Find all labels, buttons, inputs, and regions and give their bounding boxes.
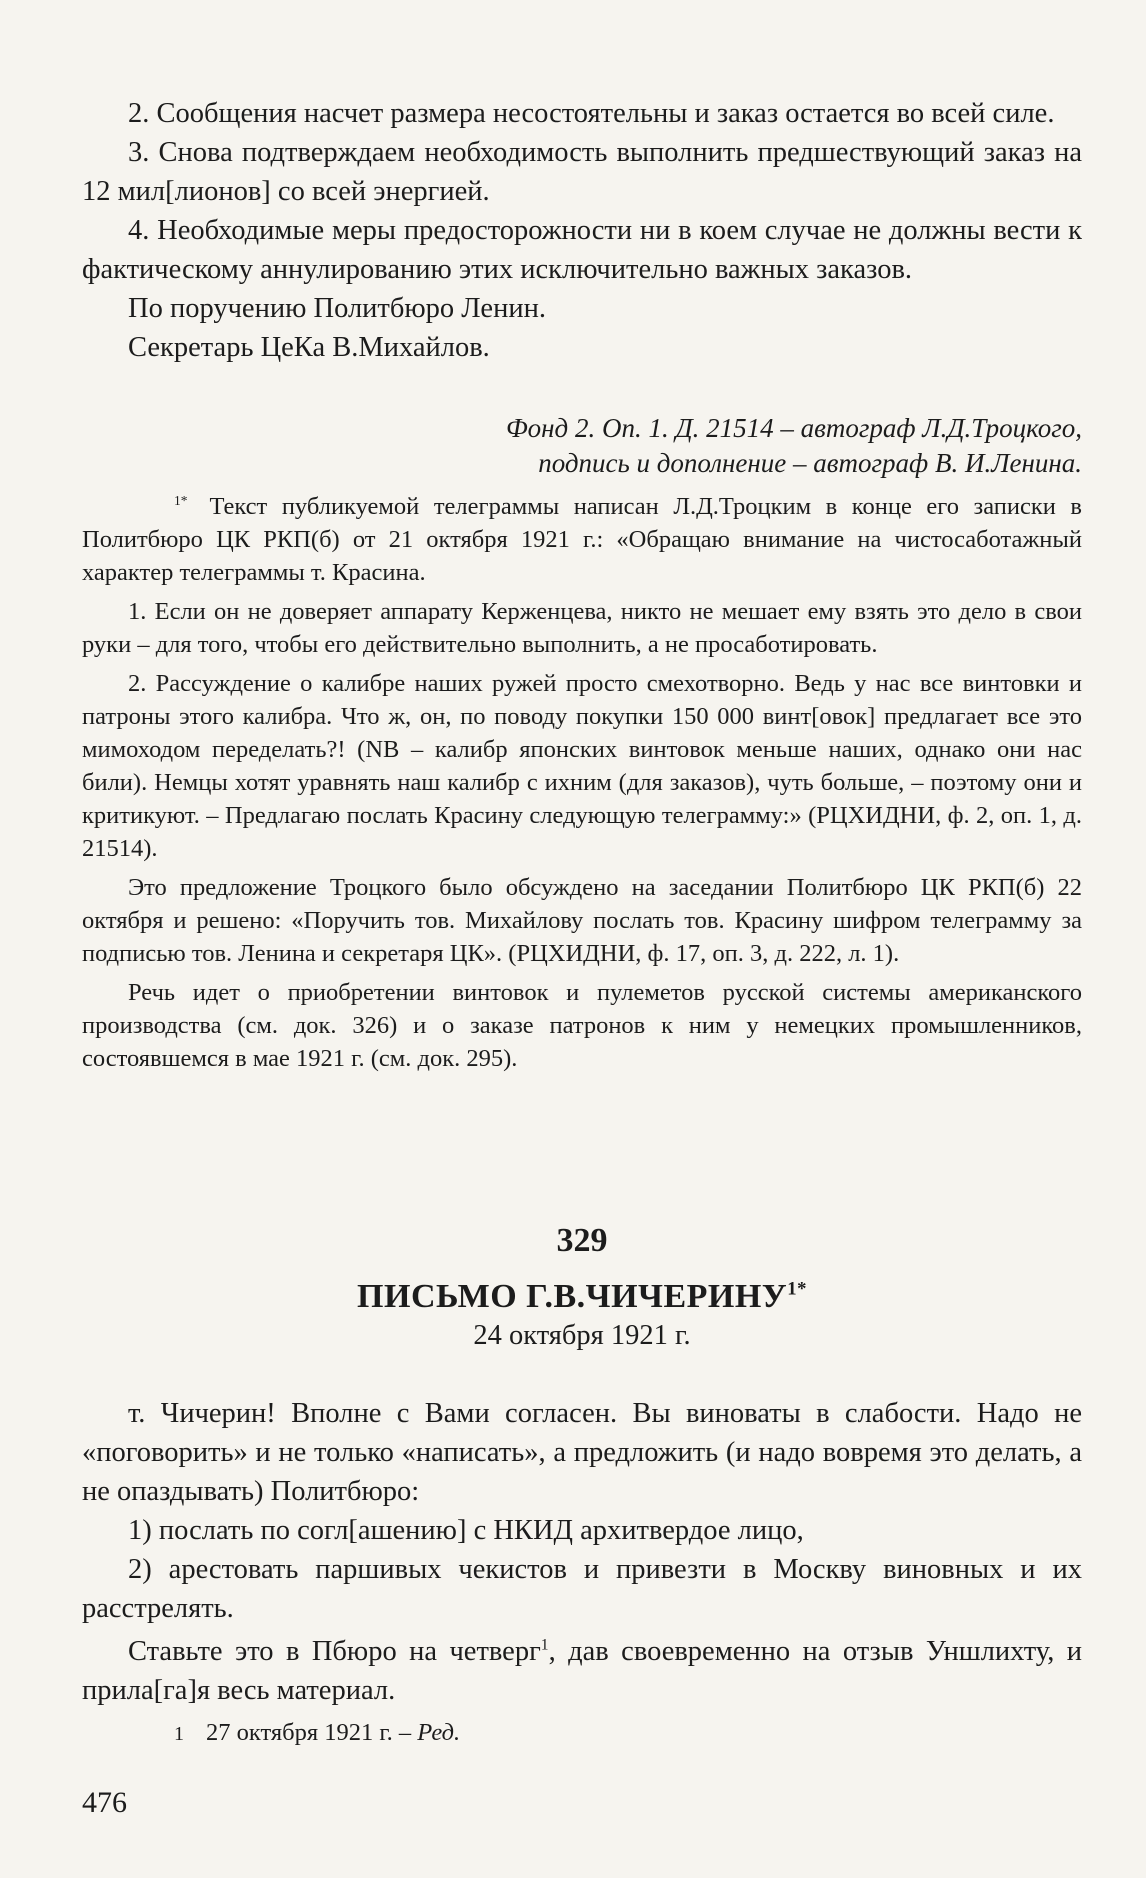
archive-reference — [82, 411, 1082, 481]
item-3: 3. Снова подтверждаем необходимость выполнить предшествующий заказ на 12 мил[лионов] со всей энергией. — [82, 137, 1082, 207]
footnote-ed: Ред. — [417, 1719, 461, 1746]
letter-para-4: Ставьте это в Пбюро на четверг$^1$, дав своевременно на отзыв Уншлихту, и прила[га]я весь материал. — [82, 1636, 1082, 1706]
note-para-4: Речь идет о приобретении винтовок и пулеметов русской системы американского производства (см. док. 326) и о заказе патронов к ним у немецких промышленников, состоявшемся в мае 1921 г. (см. док. 295). — [82, 979, 1082, 1072]
para-footnote-mark: 1 — [540, 1636, 549, 1654]
footnote — [82, 1716, 1082, 1751]
note-marker: 1* — [174, 492, 188, 508]
letter-para-2: 1) послать по согл[ашению] с НКИД архитвердое лицо, — [128, 1515, 804, 1546]
archive-line-2: подпись и дополнение – автограф В. И.Ленина. — [538, 448, 1082, 478]
note-point-1: 1. Если он не доверяет аппарату Керженцева, никто не мешает ему взять это дело в свои руки – для того, чтобы его действительно выполнить, а не просаботировать. — [82, 598, 1082, 658]
item-4: 4. Необходимые меры предосторожности ни в коем случае не должны вести к фактическому аннулированию этих исключительно важных заказов. — [82, 215, 1082, 285]
signature-lenin: По поручению Политбюро Ленин. — [128, 293, 546, 324]
signature-mikhailov: Секретарь ЦеКа В.Михайлов. — [128, 332, 490, 363]
item-2: 2. Сообщения насчет размера несостоятельны и заказ остается во всей силе. — [128, 98, 1055, 129]
footnote-text: 27 октября 1921 г. – — [206, 1719, 418, 1746]
document-number: 329 — [556, 1222, 608, 1259]
document-header — [82, 1222, 1082, 1352]
document-title: ПИСЬМО $Г.В.ЧИЧЕРИНУ^{1*}$ — [357, 1278, 807, 1315]
page-number: 476 — [82, 1786, 127, 1819]
note-intro: $^{1*}$ Текст публикуемой телеграммы написан Л.Д.Троцким в конце его записки в Политбюро ЦК РКП(б) от 21 октября 1921 г.: «Обращаю внимание на чистосаботажный характер телеграммы т. Красина. — [82, 490, 1082, 589]
top-items — [82, 94, 1082, 367]
title-footnote-mark: 1* — [787, 1278, 807, 1300]
archive-line-1: Фонд 2. Оп. 1. Д. 21514 – автограф Л.Д.Троцкого, — [505, 413, 1082, 443]
editorial-note — [82, 490, 1082, 1075]
document-date: 24 октября 1921 г. — [473, 1320, 691, 1351]
footnote-marker: 1 — [174, 1723, 184, 1745]
letter-body — [82, 1394, 1082, 1710]
letter-para-3: 2) арестовать паршивых чекистов и привезти в Москву виновных и их расстрелять. — [82, 1554, 1082, 1624]
note-point-2: 2. Рассуждение о калибре наших ружей просто смехотворно. Ведь у нас все винтовки и патроны этого калибра. Что ж, он, по поводу покупки 150 000 винт[овок] предлагает все это мимоходом переделать?! (NB – калибр японских винтовок меньше наших, однако они нас били). Немцы хотят уравнять наш калибр с ихним (для заказов), чуть больше, – поэтому они и критикуют. – Предлагаю послать Красину следующую телеграмму:» (РЦХИДНИ, ф. 2, оп. 1, д. 21514). — [82, 670, 1082, 862]
letter-para-1: т. Чичерин! Вполне с Вами согласен. Вы виноваты в слабости. Надо не «поговорить» и не только «написать», а предложить (и надо вовремя это делать, а не опаздывать) Политбюро: — [82, 1398, 1082, 1507]
note-para-3: Это предложение Троцкого было обсуждено на заседании Политбюро ЦК РКП(б) 22 октября и решено: «Поручить тов. Михайлову послать тов. Красину шифром телеграмму за подписью тов. Ленина и секретаря ЦК». (РЦХИДНИ, ф. 17, оп. 3, д. 222, л. 1). — [82, 874, 1082, 967]
